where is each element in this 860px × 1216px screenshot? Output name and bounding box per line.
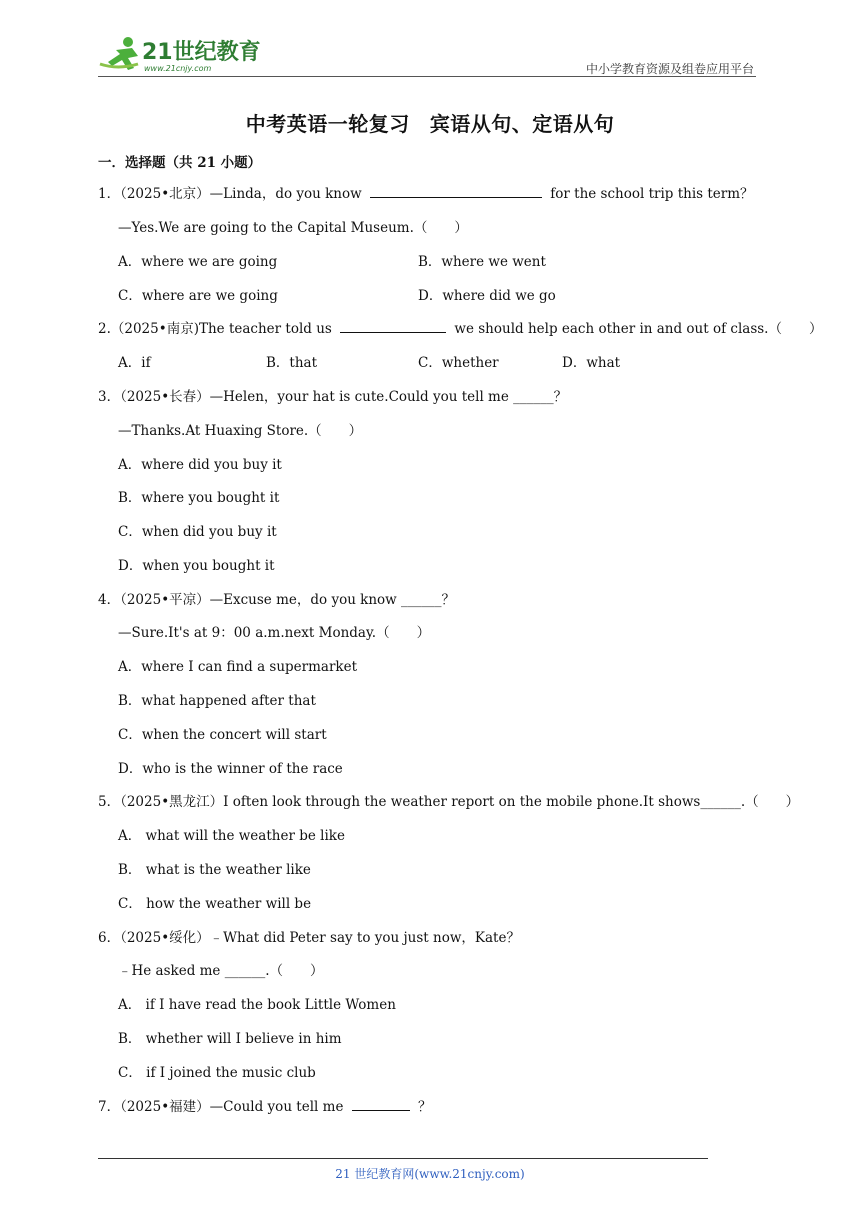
question-2-option-d: D．what — [562, 355, 621, 371]
title-part-1: 中考英语一轮复习 — [245, 112, 410, 136]
answer-blank — [370, 185, 542, 198]
question-4-option-b: B．what happened after that — [118, 693, 316, 709]
footer-divider — [98, 1158, 708, 1159]
question-1-option-b: B．where we went — [418, 254, 546, 270]
question-1-line-2: —Yes.We are going to the Capital Museum.（ ） — [118, 220, 468, 236]
question-2-option-c: C．whether — [418, 355, 499, 371]
question-5-option-b: B． what is the weather like — [118, 862, 311, 878]
answer-blank — [352, 1098, 410, 1111]
question-3-option-c: C．when did you buy it — [118, 524, 277, 540]
site-logo[interactable] — [98, 34, 268, 74]
runner-logo-icon — [98, 34, 268, 74]
question-1-option-d: D．where did we go — [418, 288, 556, 304]
question-3-stem: 3．（2025•长春）—Helen，your hat is cute.Could you tell me ______？ — [98, 389, 568, 405]
question-1-stem — [98, 185, 754, 203]
question-2-option-b: B．that — [266, 355, 318, 371]
question-4-option-c: C．when the concert will start — [118, 727, 327, 743]
question-2-stem-b: we should help each other in and out of class.（ ） — [454, 321, 823, 337]
question-1-option-c: C．where are we going — [118, 288, 278, 304]
question-1-stem-b: for the school trip this term？ — [550, 186, 754, 202]
question-6-line-2: ﹣He asked me ______.（ ） — [118, 963, 324, 979]
question-6-option-b: B． whether will I believe in him — [118, 1031, 342, 1047]
logo-text: 21世纪教育 — [142, 40, 261, 65]
logo-url: www.21cnjy.com — [144, 64, 212, 73]
header-platform-text: 中小学教育资源及组卷应用平台 — [585, 62, 754, 76]
header-divider — [98, 76, 756, 77]
question-5-option-a: A． what will the weather be like — [118, 828, 345, 844]
question-5-option-c: C． how the weather will be — [118, 896, 312, 912]
question-4-option-d: D．who is the winner of the race — [118, 761, 343, 777]
question-6-option-a: A． if I have read the book Little Women — [118, 997, 396, 1013]
question-6-option-c: C． if I joined the music club — [118, 1065, 316, 1081]
question-1-option-a: A．where we are going — [118, 254, 278, 270]
question-4-option-a: A．where I can find a supermarket — [118, 659, 358, 675]
question-3-option-b: B．where you bought it — [118, 490, 280, 506]
question-6-stem: 6．（2025•绥化）﹣What did Peter say to you just now，Kate？ — [98, 930, 520, 946]
question-4-line-2: —Sure.It's at 9：00 a.m.next Monday.（ ） — [118, 625, 431, 641]
question-2-stem — [98, 320, 822, 338]
question-2-option-a: A．if — [118, 355, 151, 371]
question-4-stem: 4．（2025•平凉）—Excuse me，do you know ______？ — [98, 592, 456, 608]
answer-blank — [340, 320, 446, 333]
footer-link[interactable]: 21 世纪教育网(www.21cnjy.com) — [335, 1167, 525, 1181]
question-1-stem-a: 1．（2025•北京）—Linda，do you know — [98, 186, 362, 202]
question-3-line-2: —Thanks.At Huaxing Store.（ ） — [118, 423, 363, 439]
question-7-stem-a: 7．（2025•福建）—Could you tell me — [98, 1099, 344, 1115]
question-7-stem-b: ？ — [418, 1099, 432, 1115]
title-part-2: 宾语从句、定语从句 — [429, 112, 615, 136]
question-7-stem — [98, 1098, 432, 1116]
question-3-option-a: A．where did you buy it — [118, 457, 282, 473]
question-5-stem: 5．（2025•黑龙江）I often look through the weather report on the mobile phone.It shows______.（ ） — [98, 794, 800, 810]
section-heading: 一．选择题（共 21 小题） — [98, 155, 262, 171]
page-header — [98, 32, 756, 78]
question-3-option-d: D．when you bought it — [118, 558, 275, 574]
page-title — [0, 108, 860, 137]
question-2-stem-a: 2.（2025•南京)The teacher told us — [98, 321, 332, 337]
